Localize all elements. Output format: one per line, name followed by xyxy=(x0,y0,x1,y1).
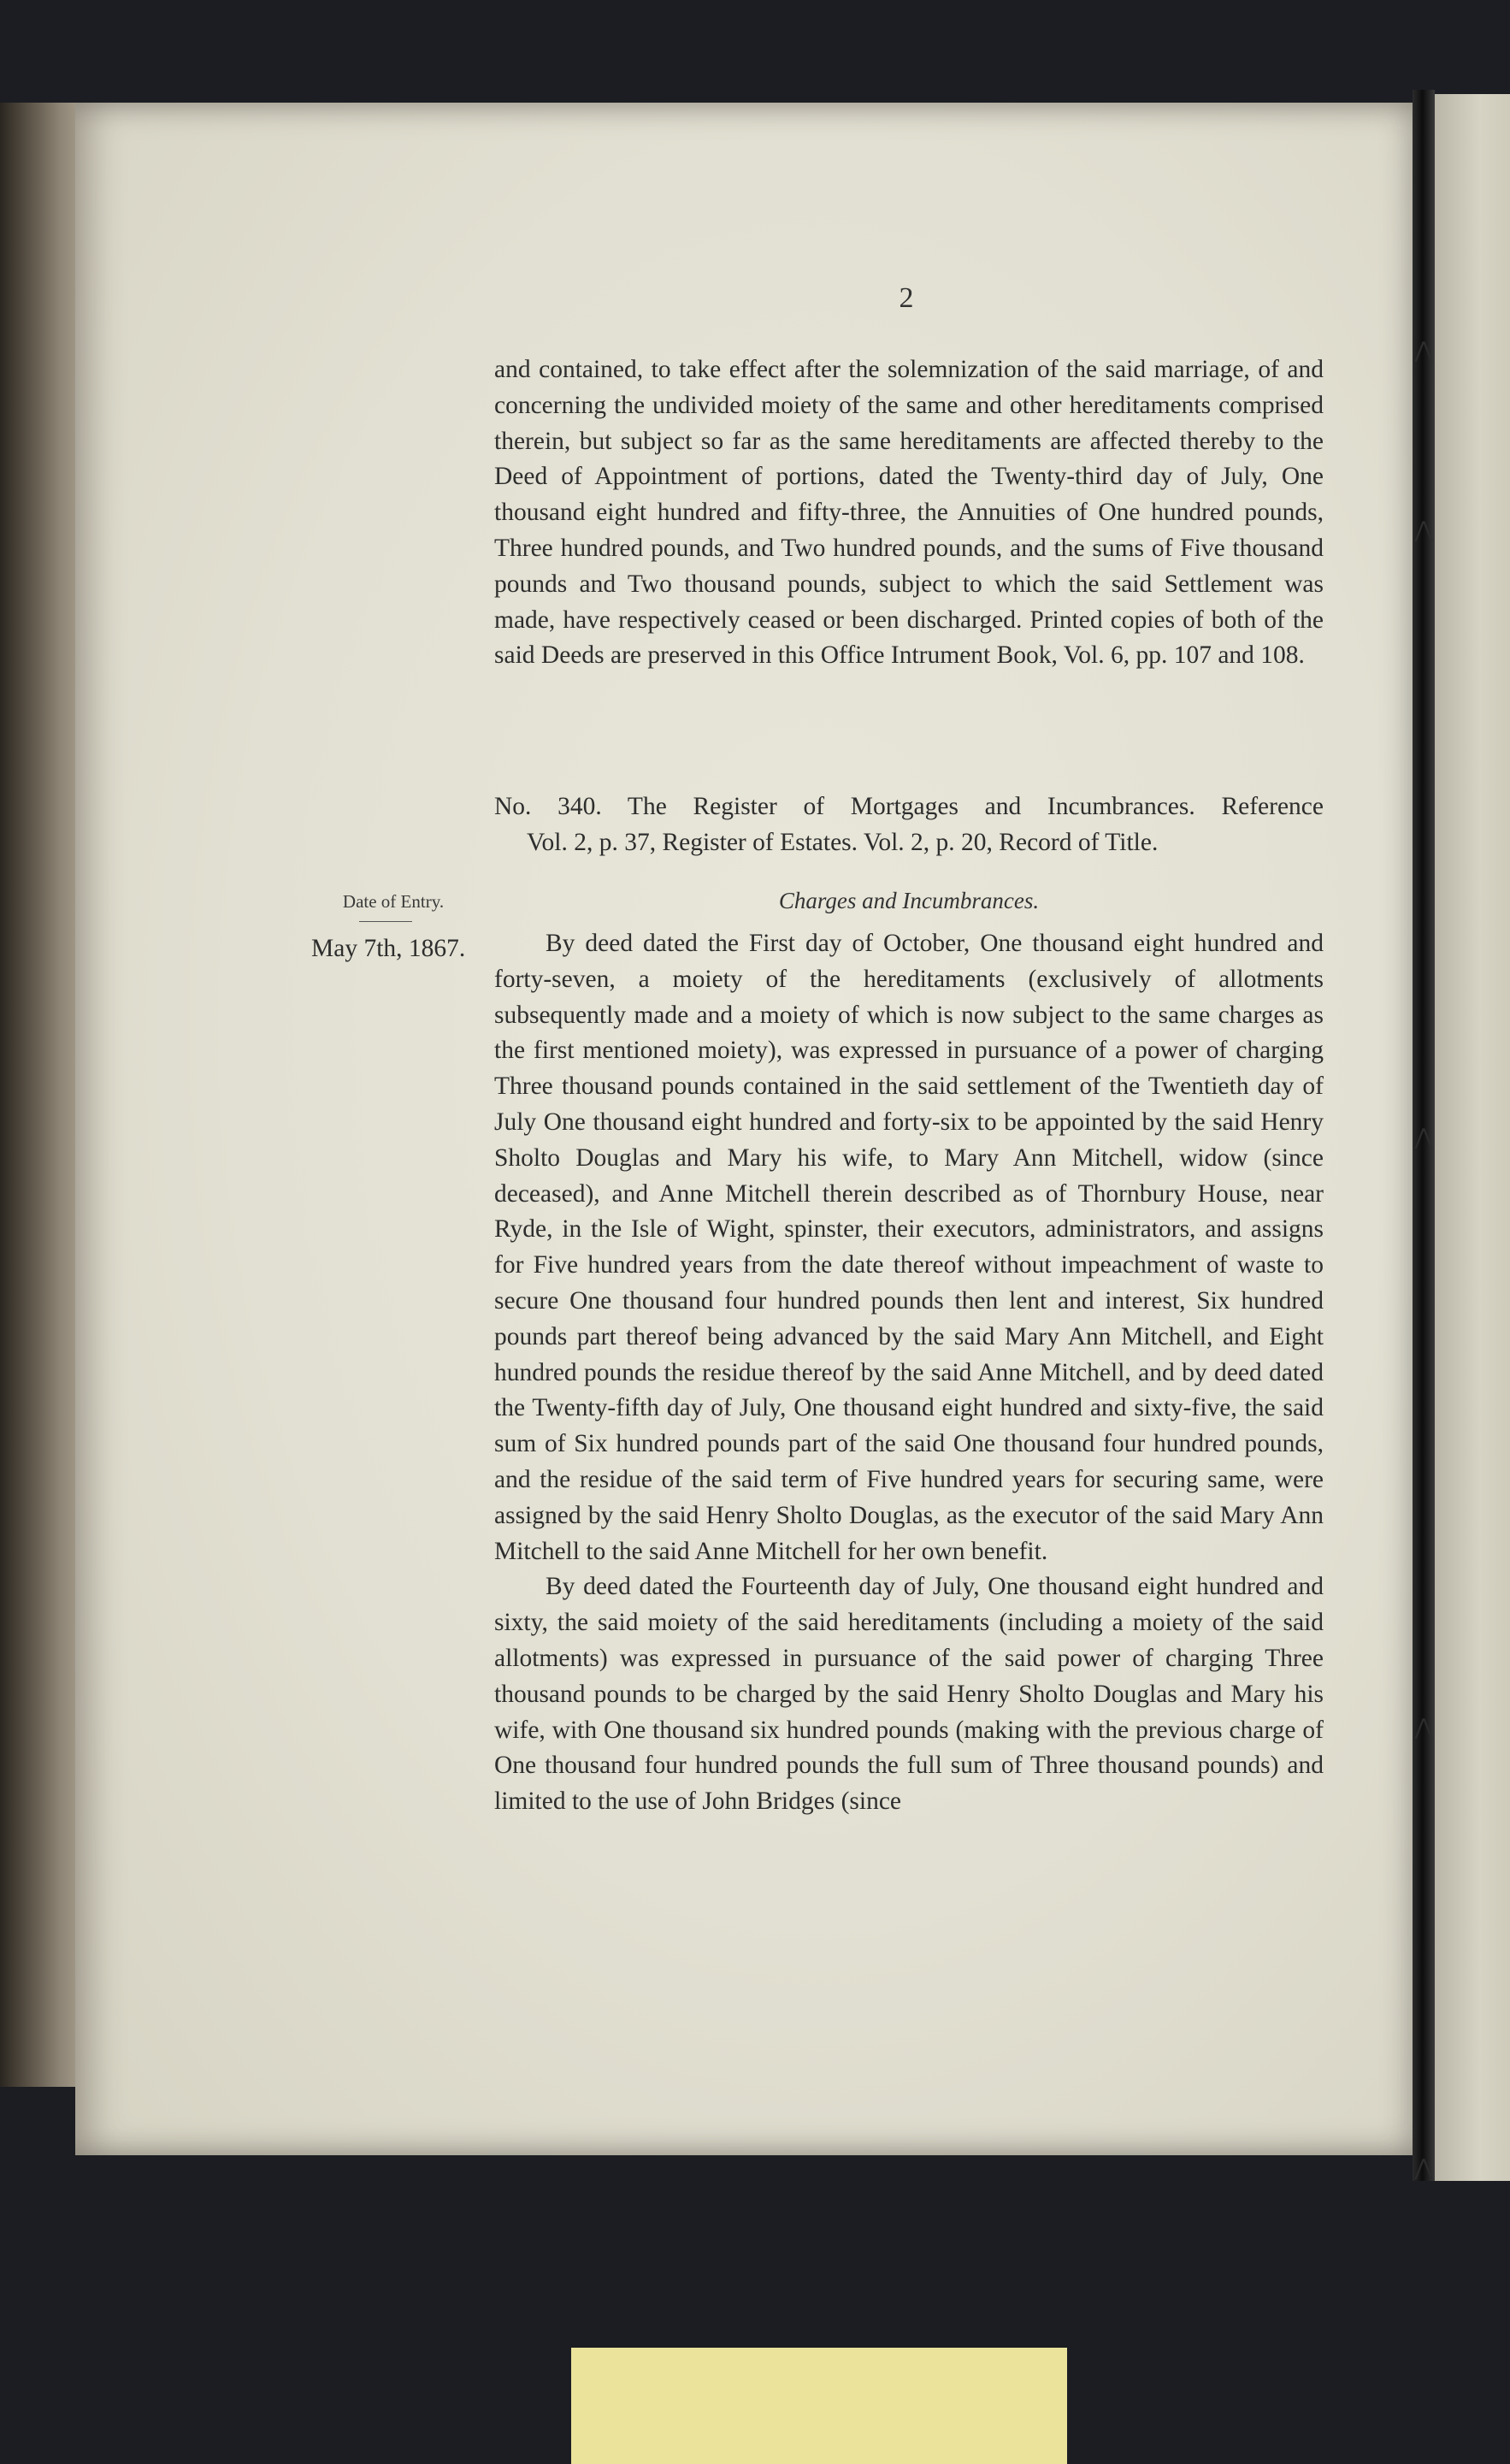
opening-paragraph-block xyxy=(494,352,1324,674)
binding-thread-mark: ⋀ xyxy=(1414,2155,1433,2180)
charges-paragraph: By deed dated the First day of October, One thousand eight hundred and forty-seven, a moiety of the hereditaments (exclusively of allotments subsequently made and a moiety of which is now subject to the same charges as the first mentioned moiety), was expressed in pursuance of a power of charging Three thousand pounds contained in the said settlement of the Twentieth day of July One thousand eight hundred and forty-six to be appointed by the said Henry Sholto Douglas and Mary his wife, to Mary Ann Mitchell, widow (since deceased), and Anne Mitchell therein described as of Thornbury House, near Ryde, in the Isle of Wight, spinster, their executors, administrators, and assigns for Five hundred years from the date thereof without impeachment of waste to secure One thousand four hundred pounds then lent and interest, Six hundred pounds part thereof being advanced by the said Mary Ann Mitchell, and Eight hundred pounds the residue thereof by the said Anne Mitchell, and by deed dated the Twenty-fifth day of July, One thousand eight hundred and sixty-five, the said sum of Six hundred pounds part of the said One thousand four hundred pounds, and the residue of the said term of Five hundred years for securing same, were assigned by the said Henry Sholto Douglas, as the executor of the said Mary Ann Mitchell to the said Anne Mitchell for her own benefit. xyxy=(494,930,1324,1565)
binding-thread-mark: ⋀ xyxy=(1414,517,1433,542)
binding-thread-mark: ⋀ xyxy=(1414,1715,1433,1740)
book-binding-left xyxy=(0,103,86,2087)
register-reference xyxy=(494,789,1324,860)
reference-line-2: Vol. 2, p. 37, Register of Estates. Vol. 2, p. 20, Record of Title. xyxy=(527,829,1159,856)
date-of-entry-heading: Date of Entry. xyxy=(342,891,445,912)
adjacent-page-edge xyxy=(1435,94,1510,2181)
section-heading: Charges and Incumbrances. xyxy=(778,888,1040,913)
binding-thread-mark: ⋀ xyxy=(1414,338,1433,363)
page-number: 2 xyxy=(899,282,914,314)
catalogue-label-strip xyxy=(571,2348,1067,2464)
charges-paragraph: By deed dated the Fourteenth day of July, One thousand eight hundred and sixty, the said moiety of the said hereditaments (including a moiety of the said allotments) was expressed in pursuance of the said power of charging Three thousand pounds to be charged by the said Henry Sholto Douglas and Mary his wife, with One thousand six hundred pounds (making with the previous charge of One thousand four hundred pounds the full sum of Three thousand pounds) and limited to the use of John Bridges (since xyxy=(494,1573,1324,1816)
opening-paragraph: and contained, to take effect after the solemnization of the said marriage, of and concerning the undivided moiety of the same and other hereditaments comprised therein, but subject so far as the same hereditaments are affected thereby to the Deed of Appointment of portions, dated the Twenty-third day of July, One thousand eight hundred and fifty-three, the Annuities of One hundred pounds, Three hundred pounds, and Two hundred pounds, and the sums of Five thousand pounds and Two thousand pounds, subject to which the said Settlement was made, have respectively ceased or been discharged. Printed copies of both of the said Deeds are preserved in this Office Intrument Book, Vol. 6, pp. 107 and 108. xyxy=(494,356,1324,670)
binding-thread-mark: ⋀ xyxy=(1414,1125,1433,1149)
entry-date: May 7th, 1867. xyxy=(311,935,466,962)
margin-rule xyxy=(359,921,412,922)
reference-line-1: No. 340. The Register of Mortgages and Incumbrances. Reference xyxy=(494,793,1324,820)
charges-text-block xyxy=(494,926,1324,1820)
